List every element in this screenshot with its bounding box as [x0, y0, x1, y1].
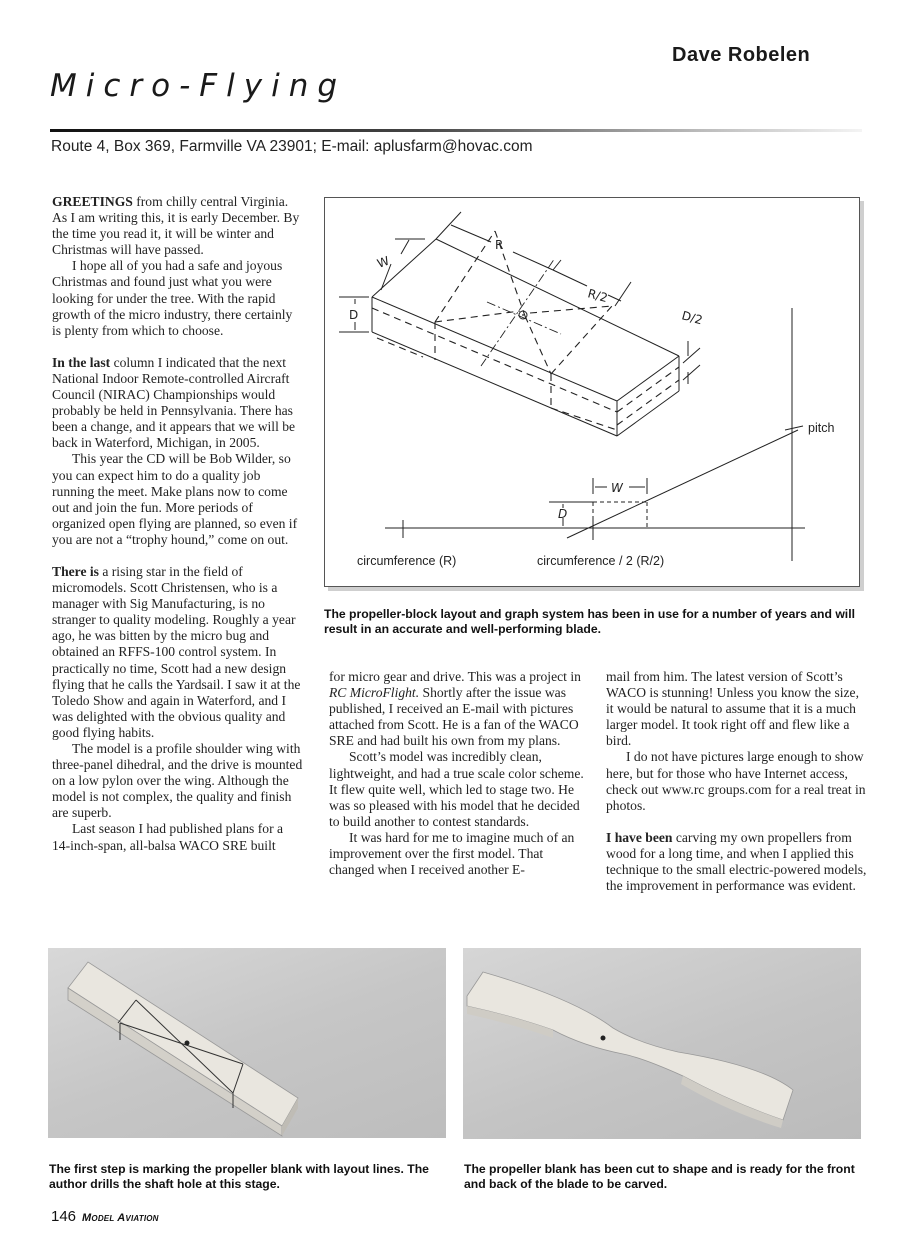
figure-caption: The propeller-block layout and graph system has been in use for a number of years and will result in an accurate and well-performing blade. — [324, 607, 855, 636]
column-title: Micro-Flying — [50, 68, 347, 104]
centerline — [487, 302, 561, 334]
magazine-name: Model Aviation — [82, 1212, 159, 1224]
propeller-blank-cut-to-shape — [463, 948, 861, 1139]
dimension-line — [553, 270, 587, 286]
lead-in: There is — [52, 563, 99, 579]
paragraph: for micro gear and drive. This was a project in RC MicroFlight. Shortly after the issue was published, I received an E-mail with pictures attached from Scott. He is a fan of the WACO SRE and had built his own from my plans. — [329, 669, 581, 749]
dimension-line — [683, 348, 700, 363]
paragraph: I hope all of you had a safe and joyous Christmas and found just what you were looking for under the tree. With the rapid growth of the micro industry, there certainly is plenty from which to choose. — [52, 258, 293, 338]
block-edge — [372, 332, 617, 436]
tick-pitch — [785, 426, 803, 430]
photo-caption-1: The first step is marking the propeller blank with layout lines. The author drills the shaft hole at this stage. — [49, 1162, 429, 1191]
label-d-half: D/2 — [680, 308, 705, 328]
layout-line — [551, 306, 612, 374]
dimension-line — [513, 252, 553, 270]
layout-line — [372, 308, 617, 412]
paragraph: There is a rising star in the field of micromodels. Scott Christensen, who is a manager with Sig Manufacturing, is no stranger to quality modeling. Roughly a year ago, he was bitten by the micro bug and obtained an RFFS-100 control system. In practically no time, Scott had a new design flying that he calls the Yardsail. I saw it at the Toledo Show and again in Waterford, and I was delighted with the obvious quality and good flying habits. — [52, 563, 301, 740]
paragraph: GREETINGS from chilly central Virginia. As I am writing this, it is early December. By the time you read it, it will be winter and Christmas will have passed. — [52, 194, 300, 258]
block-edge — [372, 297, 617, 401]
layout-line — [617, 380, 679, 425]
label-w-graph: W — [611, 481, 623, 495]
dimension-line — [615, 282, 631, 306]
photo-propeller-blank-cut — [463, 948, 861, 1139]
block-edge — [617, 391, 679, 436]
dimension-line — [451, 225, 491, 242]
block-edge — [617, 356, 679, 401]
label-circumference: circumference (R) — [357, 554, 457, 568]
paragraph: This year the CD will be Bob Wilder, so you can expect him to do a quality job running the meet. Make plans now to come out and join the fun. More periods of organized open flying are planned, so even if you are not a “trophy hound,” come on out. — [52, 451, 298, 547]
publication-title: RC MicroFlight. — [329, 685, 420, 701]
shaft-hole — [601, 1036, 606, 1041]
layout-line — [435, 231, 495, 322]
article-column-2 — [329, 669, 591, 878]
layout-line — [377, 338, 423, 357]
label-w: W — [375, 253, 392, 271]
label-d: D — [349, 308, 359, 322]
layout-line — [617, 367, 679, 412]
photo-propeller-blank-layout — [48, 948, 446, 1138]
label-circumference-half: circumference / 2 (R/2) — [537, 554, 665, 568]
layout-line — [551, 408, 617, 430]
layout-line — [525, 316, 551, 374]
header-rule — [50, 129, 862, 132]
lead-in: I have been — [606, 829, 673, 845]
paragraph: Scott’s model was incredibly clean, lightweight, and had a true scale color scheme. It flew quite well, which led to stage two. He was so pleased with his model that he decided to build another to contest standards. — [329, 749, 584, 829]
label-d-graph: D — [558, 507, 568, 521]
dimension-line — [401, 240, 409, 254]
author-name: Dave Robelen — [672, 44, 811, 66]
block-edge — [436, 239, 679, 356]
article-column-3 — [606, 669, 868, 894]
paragraph: In the last column I indicated that the next National Indoor Remote-controlled Aircraft Council (NIRAC) Championships would probably be held in Pennsylvania. There has been a change, and it appears that we will be back in Waterford, Michigan, in 2005. — [52, 354, 296, 451]
pitch-line — [567, 430, 798, 538]
paragraph: It was hard for me to imagine much of an improvement over the first model. That changed when I received another E- — [329, 829, 575, 878]
label-r-half: R/2 — [586, 286, 610, 306]
lead-in: GREETINGS — [52, 194, 133, 209]
article-column-1 — [52, 194, 304, 854]
propeller-blank-with-layout-lines — [48, 948, 446, 1138]
blank-shape — [467, 972, 793, 1120]
paragraph: The model is a profile shoulder wing with three-panel dihedral, and the drive is mounted on a low pylon over the wing. Although the model is not complex, the quality and finish are superb. — [52, 741, 303, 821]
layout-line — [530, 306, 612, 313]
paragraph: Last season I had published plans for a 14-inch-span, all-balsa WACO SRE built — [52, 821, 284, 853]
lead-in: In the last — [52, 354, 111, 370]
dimension-line — [683, 365, 700, 380]
shaft-hole — [185, 1041, 190, 1046]
dimension-line — [436, 212, 461, 239]
label-r: R — [495, 238, 504, 252]
paragraph: I do not have pictures large enough to show here, but for those who have Internet access, check out www.rc groups.com for a real treat in photos. — [606, 749, 866, 813]
page-number: 146 — [51, 1208, 77, 1225]
shaft-hole-center — [522, 314, 524, 316]
dimension-line — [553, 260, 561, 270]
layout-line — [435, 311, 520, 322]
author-address: Route 4, Box 369, Farmville VA 23901; E-mail: aplusfarm@hovac.com — [51, 138, 533, 155]
propeller-block-diagram — [324, 197, 860, 587]
blank-side-face — [68, 988, 282, 1136]
label-pitch: pitch — [808, 421, 835, 435]
photo-caption-2: The propeller blank has been cut to shape and is ready for the front and back of the blade to be carved. — [464, 1162, 855, 1191]
page-footer — [51, 1208, 159, 1225]
diagram-drawing — [325, 198, 859, 586]
paragraph: mail from him. The latest version of Scott’s WACO is stunning! Unless you know the size, it would be natural to assume that it is a much larger model. It took right off and flew like a bird. — [606, 669, 859, 749]
paragraph: I have been carving my own propellers from wood for a long time, and when I applied this technique to the small electric-powered models, the improvement in performance was evident. — [606, 829, 867, 894]
